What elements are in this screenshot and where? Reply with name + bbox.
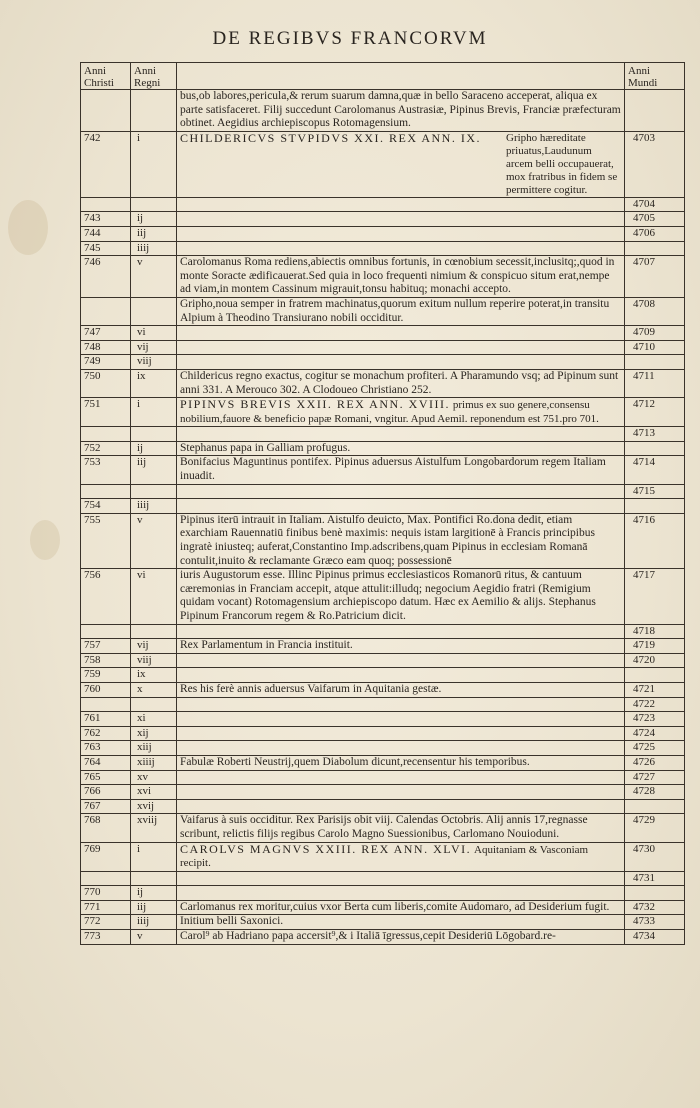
anni-regni-cell (131, 197, 177, 212)
table-row (81, 741, 685, 756)
table-row (81, 355, 685, 370)
king-heading: PIPINVS BREVIS XXII. REX ANN. XVIII. (180, 397, 450, 412)
entry-text: Carol⁹ ab Hadriano papa accersit⁹,& i Italiā īgressus,cepit Desideriū Lōgobard.re- (180, 930, 556, 943)
anni-regni-cell: x (131, 682, 177, 697)
anni-regni-cell: iij (131, 456, 177, 484)
entry-text-cell (177, 682, 625, 697)
table-row (81, 398, 685, 427)
entry-text-cell (177, 326, 625, 341)
anni-mundi-cell: 4724 (625, 726, 685, 741)
table-row (81, 682, 685, 697)
entry-text-cell (177, 499, 625, 514)
anni-christi-cell: 773 (81, 930, 131, 945)
anni-mundi-cell: 4721 (625, 682, 685, 697)
entry-text-cell (177, 369, 625, 397)
anni-christi-cell: 770 (81, 886, 131, 901)
table-row (81, 842, 685, 871)
entry-text-cell (177, 197, 625, 212)
entry-text-cell (177, 569, 625, 624)
anni-mundi-cell (625, 441, 685, 456)
anni-regni-cell: iij (131, 226, 177, 241)
entry-text-cell (177, 712, 625, 727)
anni-regni-cell: i (131, 131, 177, 197)
anni-regni-cell: ix (131, 668, 177, 683)
entry-text-cell (177, 915, 625, 930)
anni-mundi-cell: 4730 (625, 842, 685, 871)
anni-christi-cell: 759 (81, 668, 131, 683)
anni-christi-cell (81, 484, 131, 499)
chronology-table (80, 62, 685, 945)
anni-mundi-cell: 4709 (625, 326, 685, 341)
entry-text: Fabulæ Roberti Neustrij,quem Diabolum dicunt,recensentur his temporibus. (180, 755, 530, 768)
anni-mundi-cell: 4704 (625, 197, 685, 212)
anni-christi-cell (81, 624, 131, 639)
anni-christi-cell: 771 (81, 900, 131, 915)
anni-mundi-cell: 4722 (625, 697, 685, 712)
anni-regni-cell: iij (131, 900, 177, 915)
entry-text: iuris Augustorum esse. Illinc Pipinus primus ecclesiasticos Romanorū ritus, & cantuum cæremonias in Franciam accepit, atque attulit:illudq; negocium Aegidio fratri (Remigium quidam vocant) Rotomagensium archiepiscopo datum. Hæc ex Aemilio & alijs. Stephanus Pipinum Francorum regem & Ro.Patricium dicit. (180, 569, 596, 622)
anni-christi-cell: 744 (81, 226, 131, 241)
anni-mundi-cell: 4727 (625, 770, 685, 785)
anni-mundi-cell (625, 241, 685, 256)
anni-mundi-cell: 4719 (625, 639, 685, 654)
table-row (81, 915, 685, 930)
table-row (81, 755, 685, 770)
anni-christi-cell (81, 197, 131, 212)
entry-text-cell (177, 427, 625, 442)
entry-text-cell (177, 90, 625, 132)
anni-christi-cell (81, 697, 131, 712)
anni-christi-cell (81, 297, 131, 325)
entry-text: Bonifacius Maguntinus pontifex. Pipinus aduersus Aistulfum Longobardorum regem Italiam inuadit. (180, 456, 606, 483)
anni-mundi-cell: 4718 (625, 624, 685, 639)
entry-text-cell (177, 131, 625, 197)
anni-regni-cell (131, 427, 177, 442)
anni-mundi-cell (625, 668, 685, 683)
anni-mundi-cell: 4731 (625, 871, 685, 886)
entry-text-cell (177, 814, 625, 842)
anni-regni-cell: ij (131, 441, 177, 456)
table-row (81, 799, 685, 814)
col-header-anni-mundi: Anni Mundi (625, 63, 685, 90)
anni-christi-cell: 752 (81, 441, 131, 456)
table-row (81, 900, 685, 915)
anni-regni-cell: xviij (131, 814, 177, 842)
anni-mundi-cell: 4725 (625, 741, 685, 756)
anni-christi-cell: 764 (81, 755, 131, 770)
table-row (81, 712, 685, 727)
anni-christi-cell: 745 (81, 241, 131, 256)
col-header-text (177, 63, 625, 90)
anni-mundi-cell: 4732 (625, 900, 685, 915)
anni-christi-cell: 766 (81, 785, 131, 800)
table-row (81, 653, 685, 668)
entry-text-cell (177, 340, 625, 355)
entry-text: Rex Parlamentum in Francia instituit. (180, 639, 353, 652)
entry-side-note: Aquitaniam & Vasconiam recipit. (180, 843, 589, 870)
anni-regni-cell (131, 871, 177, 886)
anni-mundi-cell: 4706 (625, 226, 685, 241)
anni-mundi-cell: 4711 (625, 369, 685, 397)
entry-text-cell (177, 842, 625, 871)
entry-text: Pipinus iterū intrauit in Italiam. Aistulfo deuicto, Max. Pontifici Ro.dona dedit, etiam exarchiam Rauennatiū finibus benè maximis: nequis istam largitionē à Francis principibus ingratè iniusteq; auferat,Constantino Imp.adscribens,quam Pipinus in ecclesiam Romanā contulit,inuito & reclamante Græco eam quoq; possessionē (180, 513, 595, 567)
anni-regni-cell: xij (131, 726, 177, 741)
entry-text-cell (177, 639, 625, 654)
anni-mundi-cell: 4717 (625, 569, 685, 624)
table-row (81, 886, 685, 901)
anni-christi-cell: 747 (81, 326, 131, 341)
anni-mundi-cell: 4713 (625, 427, 685, 442)
entry-text-cell (177, 871, 625, 886)
anni-mundi-cell: 4710 (625, 340, 685, 355)
table-row (81, 569, 685, 624)
entry-text-cell (177, 441, 625, 456)
anni-regni-cell (131, 697, 177, 712)
table-row (81, 499, 685, 514)
table-row (81, 326, 685, 341)
entry-side-note: Gripho hæreditate priuatus,Laudunum arcem belli occupauerat, mox fratribus in fidem se permittere cogitur. (506, 131, 618, 196)
anni-christi-cell: 761 (81, 712, 131, 727)
anni-regni-cell: iiij (131, 241, 177, 256)
anni-mundi-cell: 4734 (625, 930, 685, 945)
anni-regni-cell: ix (131, 369, 177, 397)
anni-christi-cell: 751 (81, 398, 131, 427)
anni-regni-cell: ij (131, 886, 177, 901)
anni-mundi-cell: 4712 (625, 398, 685, 427)
entry-text-cell (177, 226, 625, 241)
table-row (81, 212, 685, 227)
anni-regni-cell (131, 624, 177, 639)
anni-mundi-cell: 4707 (625, 256, 685, 298)
table-row (81, 871, 685, 886)
anni-regni-cell: viij (131, 653, 177, 668)
anni-christi-cell: 758 (81, 653, 131, 668)
anni-mundi-cell: 4723 (625, 712, 685, 727)
entry-text-cell (177, 653, 625, 668)
entry-text: Vaifarus à suis occiditur. Rex Parisijs obit viij. Calendas Octobris. Alij annis 17,regnasse scribunt, relictis filijs regibus Carolo Magno Suessionibus, Carlomano Nouioduni. (180, 814, 588, 840)
page-header: DE REGIBVS FRANCORVM (212, 28, 488, 49)
anni-regni-cell (131, 297, 177, 325)
paper-stain (8, 200, 48, 255)
king-heading: CHILDERICVS STVPIDVS XXI. REX ANN. IX. (180, 130, 482, 145)
anni-christi-cell: 765 (81, 770, 131, 785)
entry-text-cell (177, 930, 625, 945)
entry-text-cell (177, 900, 625, 915)
anni-mundi-cell (625, 886, 685, 901)
anni-mundi-cell: 4720 (625, 653, 685, 668)
table-row (81, 340, 685, 355)
anni-christi-cell: 743 (81, 212, 131, 227)
entry-text-cell (177, 886, 625, 901)
entry-text-cell (177, 755, 625, 770)
entry-text: Carlomanus rex moritur,cuius vxor Berta cum liberis,comite Audomaro, ad Desiderium fugit. (180, 900, 610, 913)
anni-regni-cell: v (131, 256, 177, 298)
entry-text-cell (177, 799, 625, 814)
anni-regni-cell: ij (131, 212, 177, 227)
anni-regni-cell: iiij (131, 499, 177, 514)
entry-text: bus,ob labores,pericula,& rerum suarum damna,quæ in bello Saraceno acceperat, aliqua ex parte satisfaceret. Filij succedunt Carolomanus Austrasiæ, Pipinus Brevis, Franciæ præfecturam obtinet. Aegidius archiepiscopus Rotomagensium. (180, 90, 621, 130)
table-row (81, 241, 685, 256)
anni-mundi-cell: 4715 (625, 484, 685, 499)
table-row (81, 131, 685, 197)
table-row (81, 785, 685, 800)
anni-christi-cell: 755 (81, 513, 131, 568)
anni-regni-cell: iiij (131, 915, 177, 930)
chronology-table-wrap (80, 62, 684, 945)
table-row (81, 770, 685, 785)
entry-text-cell (177, 398, 625, 427)
anni-regni-cell: i (131, 398, 177, 427)
anni-christi-cell: 763 (81, 741, 131, 756)
table-row (81, 814, 685, 842)
anni-mundi-cell: 4733 (625, 915, 685, 930)
anni-regni-cell: xiij (131, 741, 177, 756)
entry-text-cell (177, 484, 625, 499)
table-row (81, 484, 685, 499)
anni-christi-cell: 742 (81, 131, 131, 197)
anni-christi-cell: 748 (81, 340, 131, 355)
king-heading: CAROLVS MAGNVS XXIII. REX ANN. XLVI. (180, 841, 472, 856)
entry-text-cell (177, 741, 625, 756)
header-row (81, 63, 685, 90)
anni-regni-cell: xvij (131, 799, 177, 814)
table-row (81, 456, 685, 484)
anni-christi-cell: 754 (81, 499, 131, 514)
anni-regni-cell: xiiij (131, 755, 177, 770)
table-row (81, 697, 685, 712)
anni-mundi-cell (625, 499, 685, 514)
entry-text-cell (177, 256, 625, 298)
entry-text-cell (177, 355, 625, 370)
anni-mundi-cell (625, 355, 685, 370)
anni-regni-cell: v (131, 930, 177, 945)
anni-regni-cell: xvi (131, 785, 177, 800)
anni-mundi-cell (625, 799, 685, 814)
entry-text-cell (177, 513, 625, 568)
anni-mundi-cell: 4705 (625, 212, 685, 227)
col-header-anni-regni: Anni Regni (131, 63, 177, 90)
anni-regni-cell: vi (131, 569, 177, 624)
entry-text-cell (177, 785, 625, 800)
table-row (81, 726, 685, 741)
table-row (81, 427, 685, 442)
anni-christi-cell: 746 (81, 256, 131, 298)
anni-mundi-cell: 4729 (625, 814, 685, 842)
anni-regni-cell: vij (131, 340, 177, 355)
anni-mundi-cell: 4726 (625, 755, 685, 770)
anni-christi-cell (81, 871, 131, 886)
entry-text-cell (177, 241, 625, 256)
entry-text-cell (177, 456, 625, 484)
table-row (81, 226, 685, 241)
entry-text: Gripho,noua semper in fratrem machinatus,quorum exitum nullum reperire poterat,in transitu Alpium à Theodino Transiurano nobili occiditur. (180, 297, 610, 324)
anni-christi-cell: 750 (81, 369, 131, 397)
table-row (81, 668, 685, 683)
table-row (81, 639, 685, 654)
anni-christi-cell: 756 (81, 569, 131, 624)
anni-christi-cell: 772 (81, 915, 131, 930)
anni-mundi-cell: 4708 (625, 297, 685, 325)
table-row (81, 197, 685, 212)
anni-mundi-cell: 4703 (625, 131, 685, 197)
entry-text: Carolomanus Roma rediens,abiectis omnibus fortunis, in cœnobium secessit,inclusitq;,quod in monte Soracte ædificauerat.Sed quia in loco frequenti nimium & conspicuo situm erat,nempe ad viam,in montem Cassinum migrauit,tonsu habituq; monachi accepto. (180, 256, 615, 296)
table-row (81, 90, 685, 132)
anni-mundi-cell (625, 90, 685, 132)
anni-christi-cell: 768 (81, 814, 131, 842)
table-row (81, 297, 685, 325)
entry-text-cell (177, 726, 625, 741)
anni-christi-cell: 757 (81, 639, 131, 654)
entry-text-cell (177, 624, 625, 639)
table-row (81, 624, 685, 639)
anni-christi-cell: 753 (81, 456, 131, 484)
anni-regni-cell: viij (131, 355, 177, 370)
col-header-anni-christi: Anni Christi (81, 63, 131, 90)
entry-side-note: primus ex suo genere,consensu nobilium,fauore & beneficio papæ Romani, vngitur. Apud Aemil. reponendum est 751.pro 701. (180, 399, 599, 425)
anni-regni-cell (131, 90, 177, 132)
anni-christi-cell: 749 (81, 355, 131, 370)
entry-text-cell (177, 212, 625, 227)
anni-mundi-cell: 4716 (625, 513, 685, 568)
anni-regni-cell: i (131, 842, 177, 871)
table-row (81, 256, 685, 298)
entry-text-cell (177, 697, 625, 712)
anni-christi-cell: 767 (81, 799, 131, 814)
table-row (81, 930, 685, 945)
anni-regni-cell: xv (131, 770, 177, 785)
table-row (81, 513, 685, 568)
entry-text: Res his ferè annis aduersus Vaifarum in Aquitania gestæ. (180, 682, 442, 695)
entry-text: Childericus regno exactus, cogitur se monachum profiteri. A Pharamundo vsq; ad Pipinum sunt anni 331. A Merouco 302. A Clodoueo Christiano 252. (180, 369, 619, 396)
table-row (81, 369, 685, 397)
anni-christi-cell: 762 (81, 726, 131, 741)
anni-christi-cell: 760 (81, 682, 131, 697)
anni-regni-cell: vij (131, 639, 177, 654)
entry-text-cell (177, 297, 625, 325)
anni-regni-cell: v (131, 513, 177, 568)
table-row (81, 441, 685, 456)
entry-text-cell (177, 668, 625, 683)
entry-text: Stephanus papa in Galliam profugus. (180, 441, 351, 454)
anni-regni-cell: vi (131, 326, 177, 341)
entry-text: Initium belli Saxonici. (180, 915, 284, 928)
anni-mundi-cell: 4714 (625, 456, 685, 484)
anni-christi-cell (81, 90, 131, 132)
anni-christi-cell: 769 (81, 842, 131, 871)
anni-mundi-cell: 4728 (625, 785, 685, 800)
paper-stain (30, 520, 60, 560)
anni-christi-cell (81, 427, 131, 442)
anni-regni-cell (131, 484, 177, 499)
entry-text-cell (177, 770, 625, 785)
anni-regni-cell: xi (131, 712, 177, 727)
